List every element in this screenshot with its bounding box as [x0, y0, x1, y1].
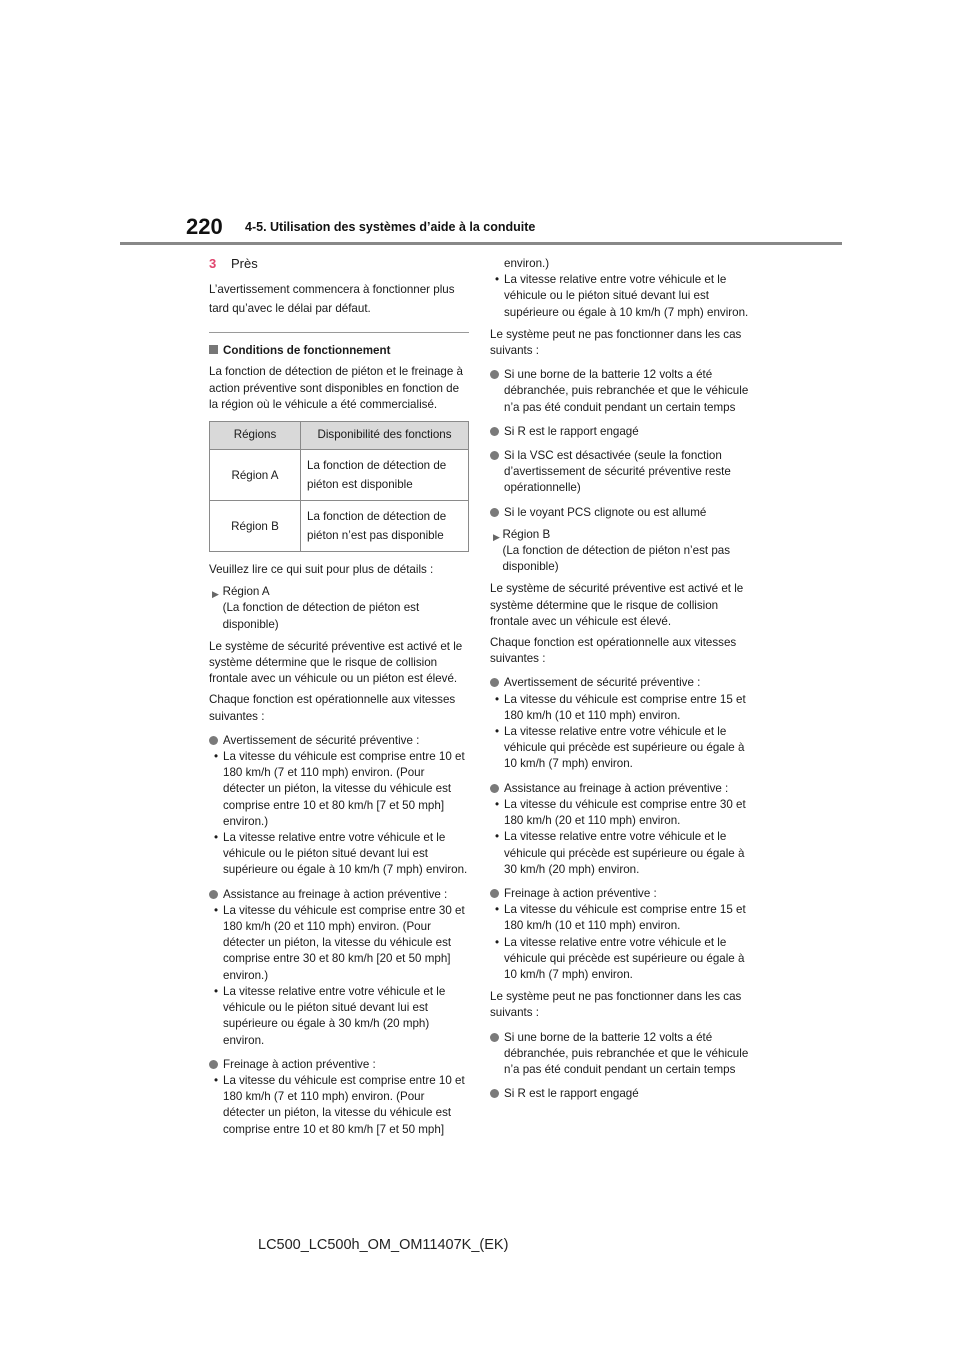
list-item: Assistance au freinage à action préventive : [490, 781, 750, 797]
may-not-work-text-b: Le système peut ne pas fonctionner dans les cas suivants : [490, 990, 742, 1020]
triangle-right-icon: ▶ [493, 531, 500, 542]
sub-list-item: • La vitesse relative entre votre véhicule et le véhicule ou le piéton situé devant lui est supérieure ou égale à 10 km/h (7 mph) environ. [213, 831, 468, 877]
list-item: Si le voyant PCS clignote ou est allumé [490, 505, 750, 521]
may-not-work-text: Le système peut ne pas fonctionner dans les cas suivants : [490, 327, 742, 358]
circle-bullet-icon [490, 370, 499, 379]
sub-list-item: • La vitesse du véhicule est comprise entre 30 et 180 km/h (20 et 110 mph) environ. (Pour détecter un piéton, la vitesse du véhicule est comprise entre 30 et 80 km/h [20 et 50 mph] environ.) [213, 903, 465, 982]
circle-bullet-icon [490, 427, 499, 436]
table-cell-availability: La fonction de détection de piéton n’est pas disponible [301, 501, 469, 552]
list-item: Avertissement de sécurité préventive : [490, 675, 750, 691]
circle-bullet-icon [209, 890, 218, 899]
region-b-note: (La fonction de détection de piéton n’est pas disponible) [502, 544, 731, 574]
speeds-intro-b: Chaque fonction est opérationnelle aux vitesses suivantes : [490, 636, 737, 666]
section-divider [209, 332, 469, 333]
page-number: 220 [186, 214, 223, 239]
table-cell-region: Région B [210, 501, 301, 552]
list-item: Si la VSC est désactivée (seule la fonction d’avertissement de sécurité préventive reste opérationnelle) [490, 448, 750, 497]
table-header-regions: Régions [210, 422, 301, 450]
continued-text: environ.) [504, 257, 550, 270]
table-cell-availability: La fonction de détection de piéton est disponible [301, 450, 469, 501]
sub-list-item: • La vitesse du véhicule est comprise entre 10 et 180 km/h (7 et 110 mph) environ. (Pour détecter un piéton, la vitesse du véhicule est comprise entre 10 et 80 km/h [7 et 50 mph] environ.) [213, 750, 465, 828]
circle-bullet-icon [490, 1033, 499, 1042]
region-a-title: Région A [222, 585, 270, 599]
circle-bullet-icon [490, 889, 499, 898]
list-item: Assistance au freinage à action préventive : [209, 887, 469, 903]
left-column [209, 256, 469, 1138]
list-item: Si R est le rapport engagé [490, 424, 750, 440]
circle-bullet-icon [490, 1089, 499, 1098]
speeds-intro: Chaque fonction est opérationnelle aux vitesses suivantes : [209, 693, 456, 723]
sub-list-item: • La vitesse relative entre votre véhicule et le véhicule qui précède est supérieure ou égale à 10 km/h (7 mph) environ. [494, 725, 745, 771]
circle-bullet-icon [209, 1060, 218, 1069]
page-header [0, 0, 960, 250]
circle-bullet-icon [490, 451, 499, 460]
circle-bullet-icon [490, 508, 499, 517]
list-item: Si une borne de la batterie 12 volts a été débranchée, puis rebranchée et que le véhicule n’a pas été conduit pendant un certain temps [490, 1030, 750, 1079]
list-item: Si une borne de la batterie 12 volts a été débranchée, puis rebranchée et que le véhicule n’a pas été conduit pendant un certain temps [490, 367, 750, 416]
document-code: LC500_LC500h_OM_OM11407K_(EK) [258, 1237, 509, 1253]
circle-bullet-icon [490, 784, 499, 793]
region-a-note: (La fonction de détection de piéton est disponible) [222, 601, 420, 631]
list-item: Freinage à action préventive : [209, 1057, 469, 1073]
region-b-title: Région B [502, 527, 551, 541]
sub-list-item: • La vitesse du véhicule est comprise entre 15 et 180 km/h (10 et 110 mph) environ. [494, 903, 746, 933]
table-row [210, 501, 469, 552]
sub-list-item: • La vitesse du véhicule est comprise entre 10 et 180 km/h (7 et 110 mph) environ. (Pour détecter un piéton, la vitesse du véhicule est comprise entre 10 et 80 km/h [7 et 50 mph] [213, 1073, 465, 1136]
conditions-title: Conditions de fonctionnement [223, 344, 391, 358]
step-label: Près [231, 256, 258, 271]
regions-table [209, 421, 469, 552]
table-header-availability: Disponibilité des fonctions [301, 422, 469, 450]
intro-text: La fonction de détection de piéton et le freinage à action préventive sont disponibles en fonction de la région où le véhicule a été commercialisé. [209, 365, 463, 411]
list-item: Si R est le rapport engagé [490, 1086, 750, 1102]
header-divider [120, 242, 842, 245]
circle-bullet-icon [209, 736, 218, 745]
sub-list-item: • La vitesse relative entre votre véhicule et le véhicule ou le piéton situé devant lui est supérieure ou égale à 30 km/h (20 mph) environ. [213, 984, 446, 1047]
conditions-heading [209, 343, 469, 359]
see-below-text: Veuillez lire ce qui suit pour plus de détails : [209, 563, 434, 577]
region-b-heading [493, 527, 750, 576]
table-header-row [210, 422, 469, 450]
activation-text-b: Le système de sécurité préventive est activé et le système détermine que le risque de collision frontale avec un véhicule est élevé. [490, 582, 744, 628]
circle-bullet-icon [490, 678, 499, 687]
sub-list-item: • La vitesse relative entre votre véhicule et le véhicule qui précède est supérieure ou égale à 10 km/h (7 mph) environ. [494, 935, 745, 981]
table-cell-region: Région A [210, 450, 301, 501]
sub-list-item: • La vitesse du véhicule est comprise entre 15 et 180 km/h (10 et 110 mph) environ. [494, 692, 746, 722]
activation-text: Le système de sécurité préventive est activé et le système détermine que le risque de collision frontale avec un véhicule ou un piéton est élevé. [209, 639, 463, 686]
section-title: 4-5. Utilisation des systèmes d’aide à la conduite [245, 220, 536, 234]
step-number: 3 [209, 256, 217, 271]
sub-list-item: • La vitesse relative entre votre véhicule et le véhicule ou le piéton situé devant lui est supérieure ou égale à 10 km/h (7 mph) environ. [494, 273, 749, 319]
square-bullet-icon [209, 345, 218, 354]
list-item: Freinage à action préventive : [490, 886, 750, 902]
step-item [209, 256, 469, 272]
sub-list-item: • La vitesse relative entre votre véhicule et le véhicule qui précède est supérieure ou égale à 30 km/h (20 mph) environ. [494, 830, 745, 876]
table-row [210, 450, 469, 501]
triangle-right-icon: ▶ [212, 589, 219, 600]
step-description: L’avertissement commencera à fonctionner plus tard qu’avec le délai par défaut. [209, 283, 455, 316]
right-column [490, 256, 750, 1102]
region-a-heading [212, 584, 469, 633]
list-item: Avertissement de sécurité préventive : [209, 733, 469, 749]
sub-list-item: • La vitesse du véhicule est comprise entre 30 et 180 km/h (20 et 110 mph) environ. [494, 797, 746, 828]
